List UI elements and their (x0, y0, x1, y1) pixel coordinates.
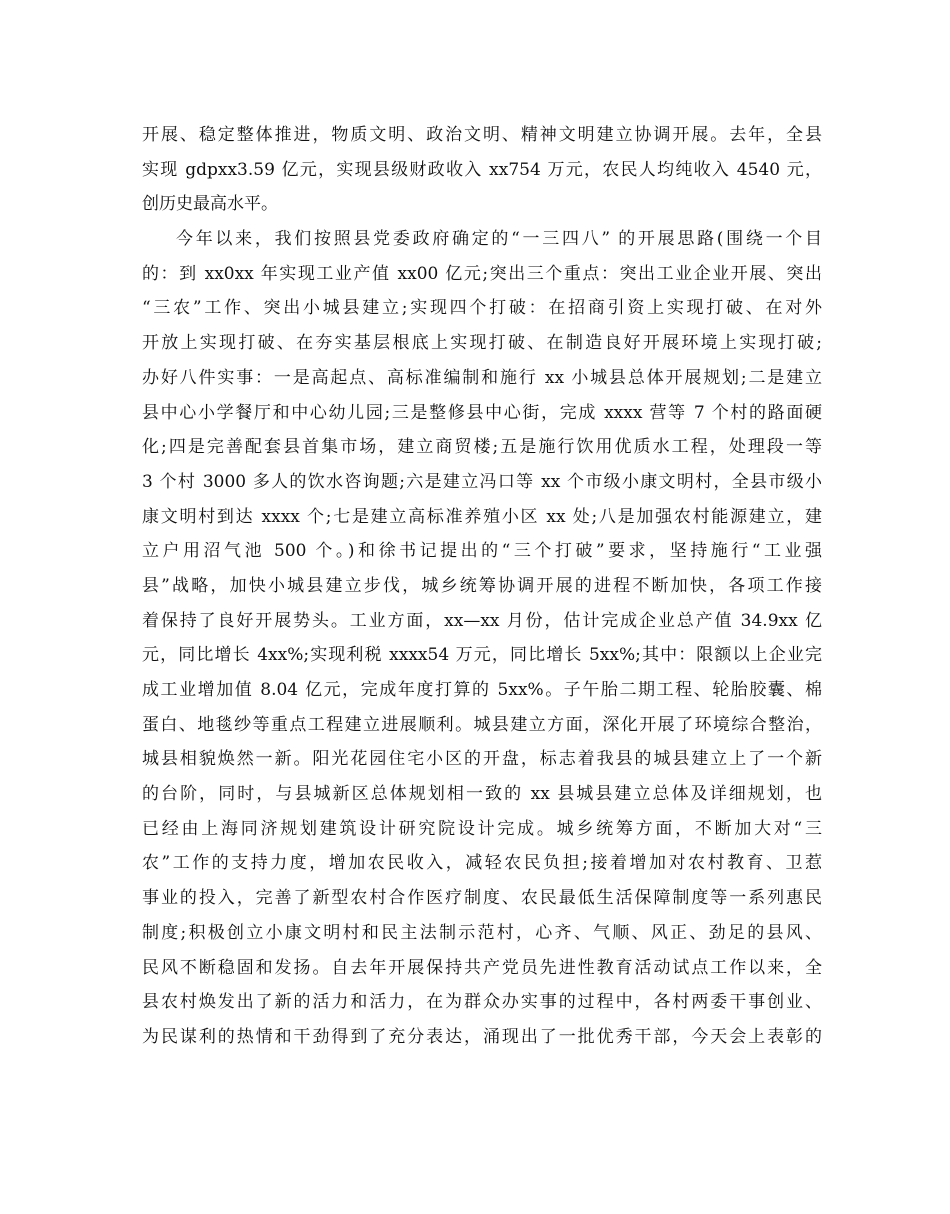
text-line: 化;四是完善配套县首集市场，建立商贸楼;五是施行饮用优质水工程，处理段一等 (142, 437, 822, 458)
text-line: “三农”工作、突出小城县建立;实现四个打破：在招商引资上实现打破、在对外 (142, 298, 822, 319)
text-line: 民风不断稳固和发扬。自去年开展保持共产党员先进性教育活动试点工作以来，全 (142, 957, 822, 978)
text-line: 的：到 xx0xx 年实现工业产值 xx00 亿元;突出三个重点：突出工业企业开展、突出 (142, 263, 822, 284)
text-line: 办好八件实事：一是高起点、高标准编制和施行 xx 小城县总体开展规划;二是建立 (142, 367, 822, 388)
body-text (142, 118, 822, 1055)
text-line: 康文明村到达 xxxx 个;七是建立高标准养殖小区 xx 处;八是加强农村能源建立，建 (142, 506, 822, 527)
text-line: 已经由上海同济规划建筑设计研究院设计完成。城乡统筹方面，不断加大对“三 (142, 818, 822, 839)
text-line: 县农村焕发出了新的活力和活力，在为群众办实事的过程中，各村两委干事创业、 (142, 992, 822, 1013)
text-line: 开放上实现打破、在夯实基层根底上实现打破、在制造良好开展环境上实现打破; (142, 333, 822, 354)
text-line: 事业的投入，完善了新型农村合作医疗制度、农民最低生活保障制度等一系列惠民 (142, 888, 822, 909)
text-line: 制度;积极创立小康文明村和民主法制示范村，心齐、气顺、风正、劲足的县风、 (142, 922, 822, 943)
paragraph-first-line: 今年以来，我们按照县党委政府确定的“一三四八” 的开展思路(围绕一个目 (176, 229, 822, 250)
text-line: 蛋白、地毯纱等重点工程建立进展顺利。城县建立方面，深化开展了环境综合整治， (142, 714, 822, 735)
text-line: 元，同比增长 4xx%;实现利税 xxxx54 万元，同比增长 5xx%;其中：限额以上企业完 (142, 645, 822, 666)
text-line: 实现 gdpxx3.59 亿元，实现县级财政收入 xx754 万元，农民人均纯收入 4540 元， (142, 159, 822, 180)
text-line: 立户用沼气池 500 个。)和徐书记提出的“三个打破”要求，坚持施行“工业强 (142, 541, 822, 562)
text-line: 为民谋利的热情和干劲得到了充分表达，涌现出了一批优秀干部，今天会上表彰的 (142, 1026, 822, 1047)
text-line: 县中心小学餐厅和中心幼儿园;三是整修县中心街，完成 xxxx 营等 7 个村的路面硬 (142, 402, 822, 423)
text-line: 创历史最高水平。 (142, 194, 278, 215)
text-line: 成工业增加值 8.04 亿元，完成年度打算的 5xx%。子午胎二期工程、轮胎胶囊、棉 (142, 680, 822, 700)
text-line: 开展、稳定整体推进，物质文明、政治文明、精神文明建立协调开展。去年，全县 (142, 125, 822, 145)
text-line: 的台阶，同时，与县城新区总体规划相一致的 xx 县城县建立总体及详细规划，也 (142, 784, 822, 805)
text-line: 3 个村 3000 多人的饮水咨询题;六是建立冯口等 xx 个市级小康文明村，全县市级小 (142, 471, 822, 492)
text-line: 着保持了良好开展势头。工业方面，xx—xx 月份，估计完成企业总产值 34.9xx 亿 (142, 610, 822, 631)
text-line: 农”工作的支持力度，增加农民收入，减轻农民负担;接着增加对农村教育、卫惹 (142, 853, 822, 874)
text-line: 城县相貌焕然一新。阳光花园住宅小区的开盘，标志着我县的城县建立上了一个新 (142, 749, 822, 770)
text-line: 县”战略，加快小城县建立步伐，城乡统筹协调开展的进程不断加快，各项工作接 (142, 575, 822, 596)
